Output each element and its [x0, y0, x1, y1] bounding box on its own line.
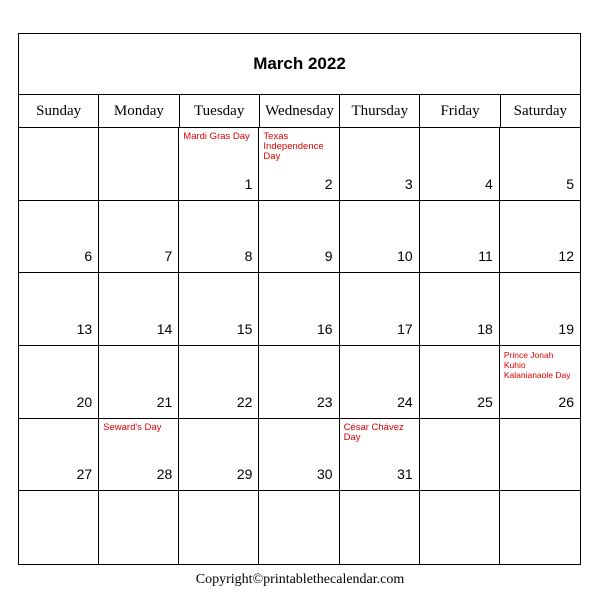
holiday-label: Mardi Gras Day [183, 131, 250, 142]
weekday-header-thursday: Thursday [340, 95, 420, 128]
holiday-label: Seward's Day [103, 421, 162, 433]
day-cell [340, 491, 420, 564]
day-number: 28 [156, 466, 173, 483]
day-number: 6 [84, 248, 93, 265]
day-cell [420, 201, 500, 274]
day-cell [420, 419, 500, 492]
day-cell [259, 201, 339, 274]
day-number: 21 [156, 393, 173, 410]
holiday-label: César Chávez Day [343, 421, 404, 443]
day-cell [340, 419, 420, 492]
day-number: 25 [477, 393, 493, 410]
day-number: 2 [324, 175, 333, 192]
weekday-header-row [19, 95, 580, 128]
day-cell [500, 201, 580, 274]
day-cell [19, 273, 99, 346]
day-number: 1 [244, 175, 253, 192]
day-number: 18 [477, 320, 493, 337]
day-number: 19 [558, 320, 574, 337]
day-cell [179, 491, 259, 564]
day-cell [19, 419, 99, 492]
day-number: 4 [485, 175, 493, 192]
day-cell [99, 128, 179, 201]
day-number: 17 [397, 320, 413, 337]
day-cell [99, 201, 179, 274]
day-number: 5 [566, 175, 574, 192]
day-cell [500, 491, 580, 564]
day-number: 8 [244, 248, 253, 265]
day-number: 14 [156, 320, 173, 337]
day-cell [340, 346, 420, 419]
weekday-header-wednesday: Wednesday [260, 95, 340, 128]
day-cell [340, 128, 420, 201]
day-cell [19, 491, 99, 564]
day-number: 30 [316, 466, 333, 483]
day-number: 10 [397, 248, 413, 265]
calendar-title: March 2022 [19, 34, 580, 95]
day-cell [19, 128, 99, 201]
day-number: 24 [397, 393, 413, 410]
weekday-header-friday: Friday [420, 95, 500, 128]
day-cell [179, 419, 259, 492]
calendar [18, 33, 581, 565]
weekday-header-monday: Monday [99, 95, 179, 128]
day-cell [99, 346, 179, 419]
day-number: 22 [236, 393, 253, 410]
day-cell [420, 128, 500, 201]
day-number: 23 [316, 393, 333, 410]
day-number: 3 [404, 175, 413, 192]
holiday-label: Prince Jonah Kuhio Kalanianaole Day [503, 349, 571, 380]
day-number: 16 [316, 320, 333, 337]
day-cell [500, 128, 580, 201]
day-cell [259, 128, 339, 201]
day-cell [259, 273, 339, 346]
day-cell [259, 419, 339, 492]
day-cell [500, 273, 580, 346]
weekday-header-saturday: Saturday [501, 95, 580, 128]
day-cell [420, 491, 500, 564]
day-cell [259, 346, 339, 419]
day-cell [500, 346, 580, 419]
day-cell [259, 491, 339, 564]
weekday-header-tuesday: Tuesday [180, 95, 260, 128]
day-number: 9 [324, 248, 333, 265]
weekday-header-sunday: Sunday [19, 95, 99, 128]
day-number: 13 [76, 320, 93, 337]
day-number: 7 [164, 248, 173, 265]
day-cell [179, 346, 259, 419]
day-grid [19, 128, 580, 564]
day-cell [500, 419, 580, 492]
day-number: 15 [236, 320, 253, 337]
day-number: 26 [558, 393, 574, 410]
day-cell [179, 273, 259, 346]
day-number: 29 [236, 466, 253, 483]
day-cell [99, 419, 179, 492]
day-number: 11 [478, 248, 493, 265]
holiday-label: Texas Independence Day [263, 131, 324, 162]
day-cell [19, 201, 99, 274]
day-number: 12 [558, 248, 574, 265]
day-cell [179, 201, 259, 274]
day-cell [340, 201, 420, 274]
day-cell [99, 273, 179, 346]
copyright-text: Copyright©printablethecalendar.com [195, 572, 405, 587]
day-number: 31 [397, 466, 413, 483]
day-cell [420, 273, 500, 346]
day-cell [19, 346, 99, 419]
day-number: 27 [76, 466, 93, 483]
day-cell [340, 273, 420, 346]
day-cell [99, 491, 179, 564]
day-cell [420, 346, 500, 419]
day-number: 20 [76, 393, 93, 410]
day-cell [179, 128, 259, 201]
